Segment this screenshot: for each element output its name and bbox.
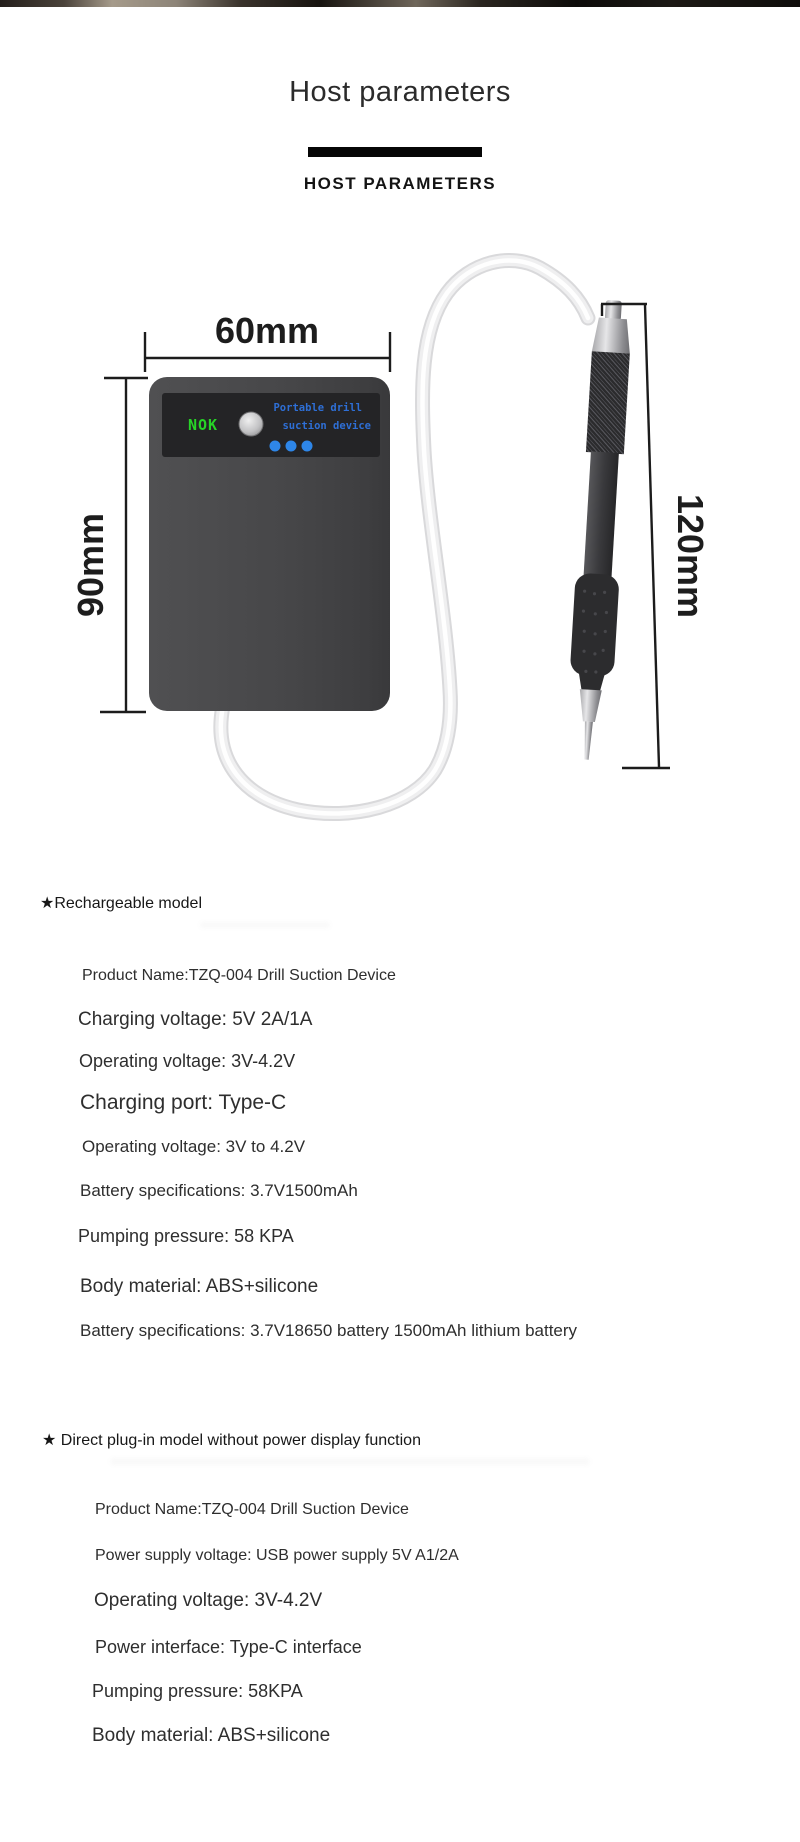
spec-line: Operating voltage: 3V-4.2V [94,1590,323,1611]
host-device [149,377,390,711]
brand-label: NOK [188,416,219,434]
artifact-smudge [200,922,330,928]
spec-line: Pumping pressure: 58KPA [92,1681,303,1701]
page-title: Host parameters [289,76,511,108]
section-header-rechargeable: ★Rechargeable model [40,895,202,912]
pen-collet [578,689,602,722]
spec-line: Power interface: Type-C interface [95,1637,362,1657]
product-figure [0,230,800,830]
battery-led-indicators [270,441,313,452]
section-header-plugin: ★ Direct plug-in model without power display function [42,1432,421,1449]
handpiece-pen [565,299,636,761]
screen-text-line1: Portable drill [273,402,362,414]
spec-line: Battery specifications: 3.7V1500mAh [80,1181,358,1200]
spec-line: Body material: ABS+silicone [92,1725,331,1746]
pen-tip-needle [583,721,593,759]
spec-line: Operating voltage: 3V-4.2V [79,1051,296,1071]
pen-taper [592,317,632,353]
led-icon [302,441,313,452]
spec-line: Product Name:TZQ-004 Drill Suction Device [82,967,396,984]
spec-line: Charging port: Type-C [80,1091,287,1114]
spec-line: Power supply voltage: USB power supply 5V A1/2A [95,1547,459,1564]
pen-barrel [583,451,618,579]
led-icon [286,441,297,452]
artifact-smudge [110,1458,590,1465]
dimension-height-label: 90mm [70,512,111,618]
page-subtitle: HOST PARAMETERS [303,174,497,193]
spec-line: Product Name:TZQ-004 Drill Suction Device [95,1501,409,1518]
screen-text-line2: suction device [282,420,371,432]
pen-knurled-section [586,351,630,454]
spec-line: Battery specifications: 3.7V18650 battery 1500mAh lithium battery [80,1321,578,1340]
spec-line: Charging voltage: 5V 2A/1A [78,1009,313,1030]
spec-line: Operating voltage: 3V to 4.2V [82,1137,306,1156]
spec-line: Pumping pressure: 58 KPA [78,1226,294,1246]
power-knob [239,412,263,436]
dimension-pen-length-label: 120mm [670,493,711,619]
photo-edge-strip [0,0,800,7]
title-divider-bar [308,147,482,157]
led-icon [270,441,281,452]
pen-grip-taper [574,654,610,693]
spec-line: Body material: ABS+silicone [80,1276,319,1297]
dimension-width-label: 60mm [214,310,320,351]
